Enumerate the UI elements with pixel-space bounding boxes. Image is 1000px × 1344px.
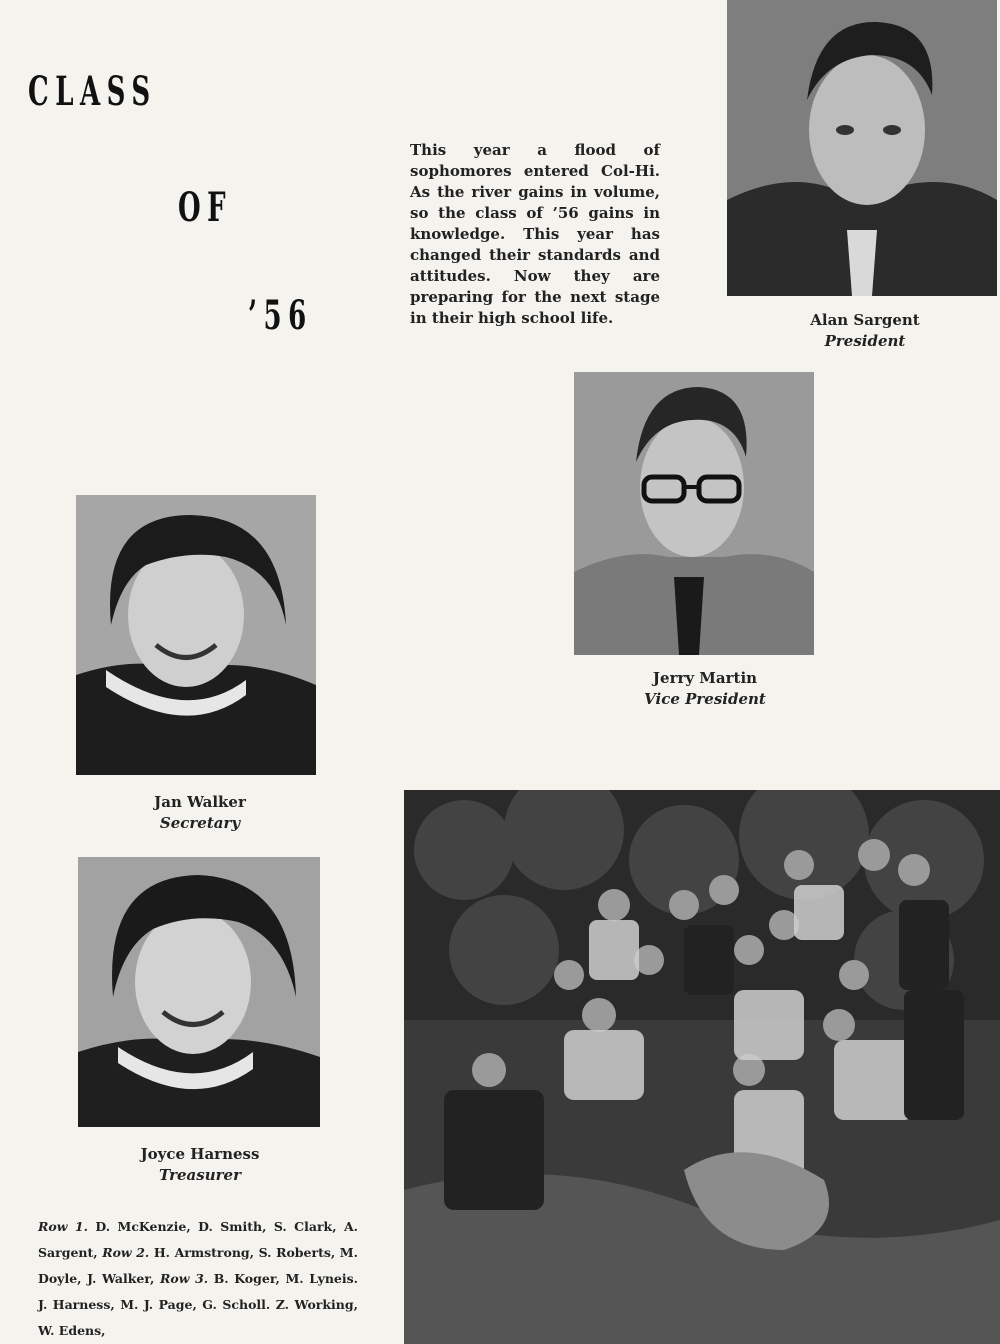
title-of: OF	[178, 184, 233, 231]
treasurer-photo	[78, 857, 320, 1127]
roster-row1-names: D. McKenzie, D. Smith, S. Clark, A. Sargent,	[38, 1219, 359, 1260]
vice-president-name: Jerry Martin	[652, 669, 758, 687]
president-photo	[727, 0, 997, 296]
secretary-role: Secretary	[159, 814, 241, 832]
roster-row3-names: B. Koger, M. Lyneis. J. Harness, M. J. Page, G. Scholl. Z. Working, W. Edens,	[38, 1271, 359, 1338]
president-caption	[790, 310, 940, 352]
vice-president-photo	[574, 372, 814, 655]
group-photo	[404, 790, 1000, 1344]
treasurer-role: Treasurer	[159, 1166, 241, 1184]
roster-row1-label: Row 1.	[38, 1219, 88, 1234]
group-roster	[38, 1214, 358, 1344]
roster-row2-label: Row 2.	[102, 1245, 150, 1260]
roster-row2-names: H. Armstrong, S. Roberts, M. Doyle, J. Walker,	[38, 1245, 358, 1286]
president-name: Alan Sargent	[810, 311, 920, 329]
secretary-photo	[76, 495, 316, 775]
secretary-name: Jan Walker	[154, 793, 246, 811]
president-role: President	[824, 332, 906, 350]
vice-president-role: Vice President	[644, 690, 766, 708]
roster-row3-label: Row 3.	[160, 1271, 209, 1286]
vice-president-caption	[620, 668, 790, 710]
treasurer-caption	[120, 1144, 280, 1186]
title-year: ’56	[248, 292, 313, 339]
intro-paragraph: This year a flood of sophomores entered Col-Hi. As the river gains in volume, so the class of ’56 gains in knowledge. This year has changed their standards and attitudes. Now they are preparing for the next stage in their high school life.	[410, 141, 660, 327]
title-class: CLASS	[28, 68, 157, 115]
secretary-caption	[120, 792, 280, 834]
treasurer-name: Joyce Harness	[140, 1145, 260, 1163]
